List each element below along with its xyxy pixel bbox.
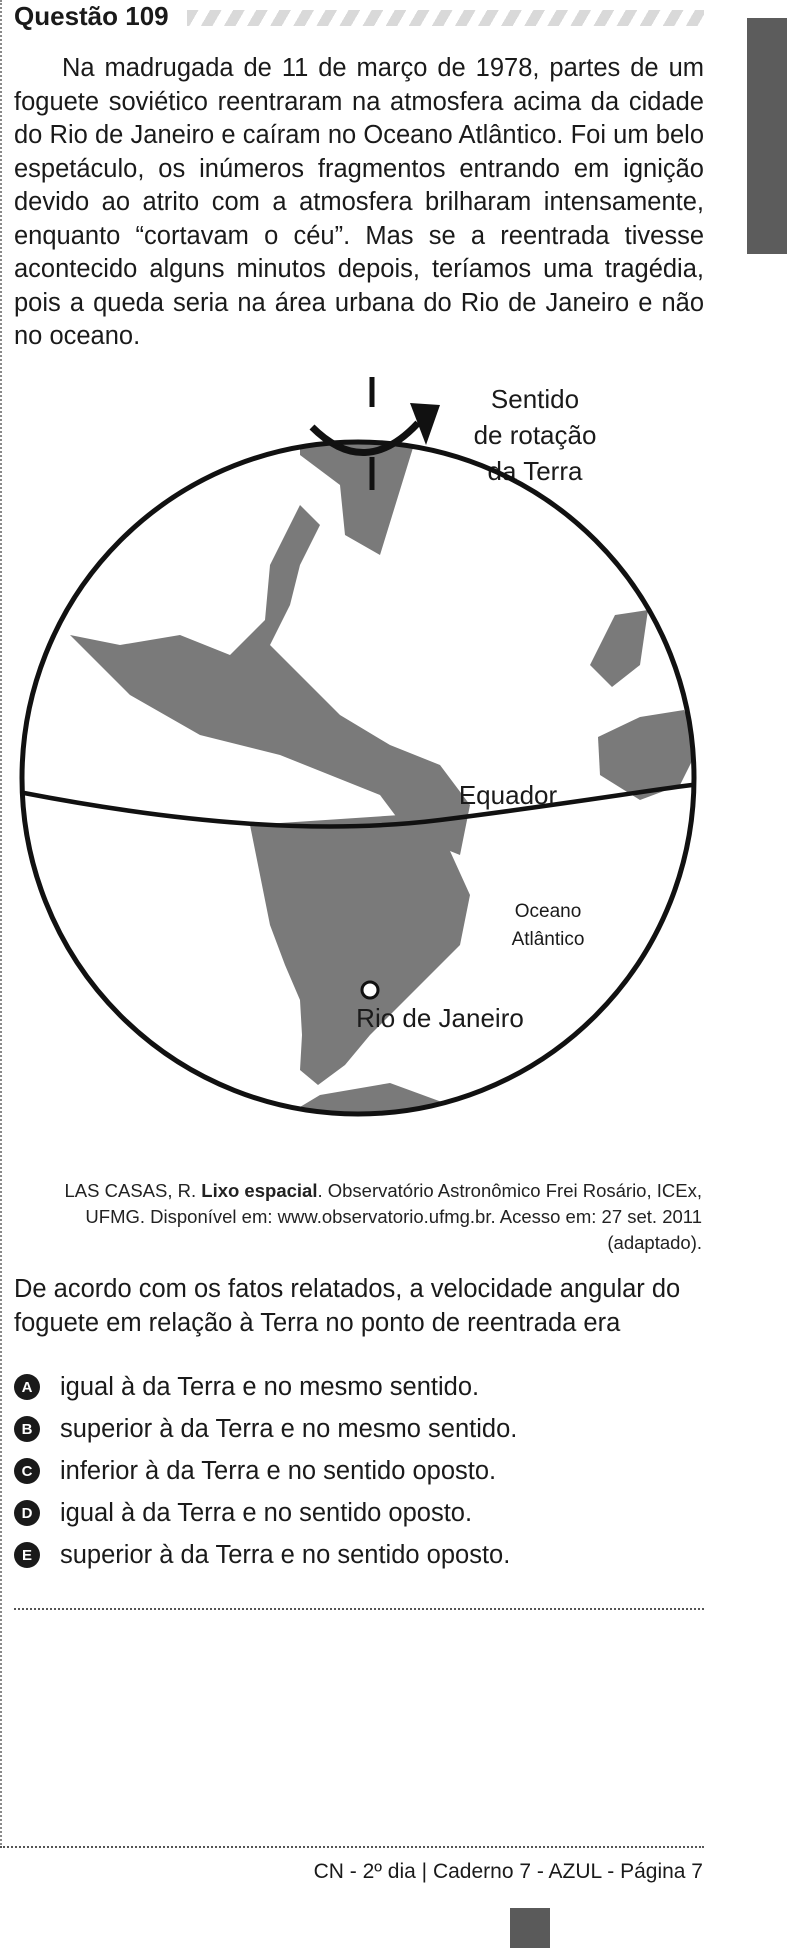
option-c-text: inferior à da Terra e no sentido oposto. bbox=[60, 1456, 497, 1485]
option-d-letter-icon: D bbox=[14, 1500, 40, 1526]
question-title: Questão 109 bbox=[14, 0, 169, 31]
question-stem: De acordo com os fatos relatados, a velocidade angular do foguete em relação à Terra no ponto de reentrada era bbox=[14, 1275, 681, 1337]
option-c[interactable] bbox=[14, 1450, 714, 1492]
rotation-label-line3: da Terra bbox=[487, 456, 583, 486]
option-b-text: superior à da Terra e no mesmo sentido. bbox=[60, 1414, 518, 1443]
option-a-text: igual à da Terra e no mesmo sentido. bbox=[60, 1372, 480, 1401]
south-america-land bbox=[250, 815, 470, 1085]
citation-work: Lixo espacial bbox=[201, 1180, 318, 1201]
option-a[interactable] bbox=[14, 1366, 714, 1408]
side-tab-marker bbox=[747, 18, 787, 254]
earth-figure bbox=[0, 365, 787, 1165]
citation bbox=[14, 1178, 702, 1256]
question-header bbox=[14, 2, 704, 30]
bottom-marker bbox=[510, 1908, 550, 1948]
option-b-letter-icon: B bbox=[14, 1416, 40, 1442]
city-label: Rio de Janeiro bbox=[356, 1003, 524, 1033]
equator-label: Equador bbox=[458, 780, 558, 810]
option-e-text: superior à da Terra e no sentido oposto. bbox=[60, 1540, 511, 1569]
option-e[interactable] bbox=[14, 1534, 714, 1576]
footer-divider bbox=[0, 1846, 704, 1848]
citation-rest: . Observatório Astronômico Frei Rosário, ICEx, UFMG. Disponível em: www.observatorio.ufmg.br. Acesso em: 27 set. 2011 (adaptado). bbox=[85, 1180, 702, 1253]
question-end-divider bbox=[14, 1608, 704, 1610]
option-d[interactable] bbox=[14, 1492, 714, 1534]
rotation-label-line1: Sentido bbox=[490, 384, 580, 414]
citation-author: LAS CASAS, R. bbox=[64, 1180, 202, 1201]
ocean-label-line1: Oceano bbox=[514, 901, 582, 922]
earth-diagram bbox=[0, 365, 787, 1165]
central-america-land bbox=[70, 505, 470, 855]
africa-land bbox=[590, 610, 648, 687]
answer-options bbox=[14, 1366, 714, 1576]
option-d-text: igual à da Terra e no sentido oposto. bbox=[60, 1498, 473, 1527]
option-e-letter-icon: E bbox=[14, 1542, 40, 1568]
option-a-letter-icon: A bbox=[14, 1374, 40, 1400]
rio-de-janeiro-marker bbox=[362, 982, 378, 998]
ocean-label-line2: Atlântico bbox=[511, 929, 585, 950]
page-footer: CN - 2º dia | Caderno 7 - AZUL - Página 7 bbox=[313, 1860, 703, 1883]
option-b[interactable] bbox=[14, 1408, 714, 1450]
rotation-label-line2: de rotação bbox=[473, 420, 597, 450]
title-stripe bbox=[187, 10, 704, 26]
question-text: Na madrugada de 11 de março de 1978, partes de um foguete soviético reentraram na atmosfera acima da cidade do Rio de Janeiro e caíram no Oceano Atlântico. Foi um belo espetáculo, os inúmeros fragmentos entrando em ignição devido ao atrito com a atmosfera brilharam intensamente, enquanto “cortavam o céu”. Mas se a reentrada tivesse acontecido alguns minutos depois, teríamos uma tragédia, pois a queda seria na área urbana do Rio de Janeiro e não no oceano. bbox=[14, 54, 704, 350]
option-c-letter-icon: C bbox=[14, 1458, 40, 1484]
